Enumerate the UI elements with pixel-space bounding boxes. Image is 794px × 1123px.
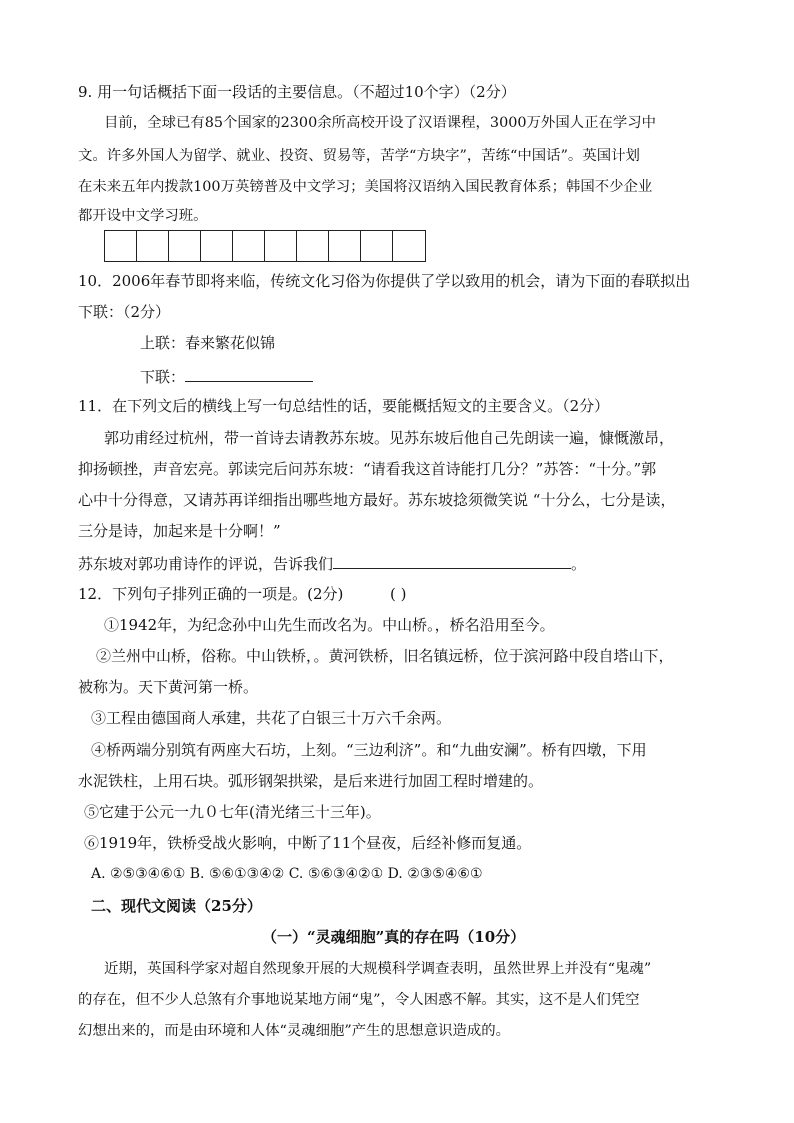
q9-paragraph-line-1: 目前，全球已有85个国家的2300余所高校开设了汉语课程，3000万外国人正在学习中 (104, 115, 657, 131)
answer-box[interactable] (233, 231, 265, 261)
q9-paragraph-line-3: 在未来五年内拨款100万英镑普及中文学习；美国将汉语纳入国民教育体系；韩国不少企业 (78, 179, 653, 195)
q12-sentence-4-line-2: 水泥铁柱，上用石块。弧形钢架拱梁，是后来进行加固工程时增建的。 (78, 772, 544, 790)
q10-answer-blank[interactable] (185, 365, 313, 382)
q12-sentence-1: ①1942年，为纪念孙中山先生而改名为。中山桥。，桥名沿用至今。 (104, 616, 555, 634)
q11-paragraph-line-4: 三分是诗，加起来是十分啊！” (78, 522, 281, 540)
answer-box[interactable] (201, 231, 233, 261)
q12-answer-paren[interactable]: ( ) (390, 585, 407, 603)
q10-title: 10．2006年春节即将来临，传统文化习俗为你提供了学以致用的机会，请为下面的春联拟出 (78, 272, 691, 290)
q10-lower-couplet-row (140, 365, 313, 387)
answer-box[interactable] (393, 231, 425, 261)
answer-box[interactable] (361, 231, 393, 261)
q12-sentence-3: ③工程由德国商人承建，共花了白银三十万六千余两。 (91, 709, 452, 727)
article-paragraph-line-3: 幻想出来的，而是由环境和人体“灵魂细胞”产生的思想意识造成的。 (78, 1023, 511, 1039)
answer-box[interactable] (265, 231, 297, 261)
answer-box[interactable] (105, 231, 137, 261)
q10-upper-couplet: 上联：春来繁花似锦 (140, 334, 276, 352)
answer-box[interactable] (329, 231, 361, 261)
section-heading: 二、现代文阅读（25分） (91, 897, 262, 915)
answer-box[interactable] (169, 231, 201, 261)
article-paragraph-line-2: 的存在，但不少人总煞有介事地说某地方闹“鬼”，令人困惑不解。其实，这不是人们凭空 (78, 992, 640, 1008)
answer-box[interactable] (297, 231, 329, 261)
q10-title-line-2: 下联：（2分） (78, 303, 171, 321)
answer-box[interactable] (137, 231, 169, 261)
q9-title: 9. 用一句话概括下面一段话的主要信息。（不超过10个字）（2分） (78, 83, 516, 101)
q11-answer-blank[interactable] (333, 552, 571, 569)
q12-sentence-2-line-2: 被称为。天下黄河第一桥。 (78, 678, 259, 696)
q12-sentence-2-line-1: ②兰州中山桥，俗称。中山铁桥，。黄河铁桥，旧名镇远桥，位于滨河路中段自塔山下， (96, 647, 674, 665)
q10-lower-label: 下联： (140, 368, 186, 386)
q11-paragraph-line-1: 郭功甫经过杭州，带一首诗去请教苏东坡。见苏东坡后他自己先朗读一遍，慷慨激昂， (104, 429, 675, 447)
q9-paragraph-line-2: 文。许多外国人为留学、就业、投资、贸易等，苦学“方块字”，苦练“中国话”。英国计划 (78, 148, 640, 164)
q9-paragraph-line-4: 都开设中文学习班。 (78, 208, 208, 224)
q11-paragraph-line-2: 抑扬顿挫，声音宏亮。郭读完后问苏东坡：“请看我这首诗能打几分？”苏答：“十分。”郭 (78, 460, 657, 478)
q11-prompt: 苏东坡对郭功甫诗作的评说，告诉我们 (78, 555, 334, 573)
q12-sentence-4-line-1: ④桥两端分别筑有两座大石坊，上刻。“三边利济”。和“九曲安澜”。桥有四墩，下用 (91, 741, 647, 759)
q12-sentence-5: ⑤它建于公元一九０七年(清光绪三十三年)。 (84, 803, 381, 821)
q12-title: 12．下列句子排列正确的一项是。(2分) (78, 585, 344, 603)
article-paragraph-line-1: 近期，英国科学家对超自然现象开展的大规模科学调查表明，虽然世界上并没有“鬼魂” (104, 961, 652, 977)
q11-prompt-end: 。 (571, 555, 587, 573)
article-title: （一）“灵魂细胞”真的存在吗（10分） (262, 928, 526, 946)
q12-options: A. ②⑤③④⑥① B. ⑤⑥①③④② C. ⑤⑥③④②① D. ②③⑤④⑥① (91, 866, 483, 882)
q11-title: 11．在下列文后的横线上写一句总结性的话，要能概括短文的主要含义。（2分） (78, 397, 610, 415)
q11-paragraph-line-3: 心中十分得意，又请苏再详细指出哪些地方最好。苏东坡捻须微笑说 “十分么，七分是读， (78, 491, 676, 509)
q12-sentence-6: ⑥1919年，铁桥受战火影响，中断了11个昼夜，后经补修而复通。 (84, 834, 532, 852)
q11-prompt-row (78, 552, 586, 574)
q9-answer-grid[interactable] (104, 230, 426, 262)
